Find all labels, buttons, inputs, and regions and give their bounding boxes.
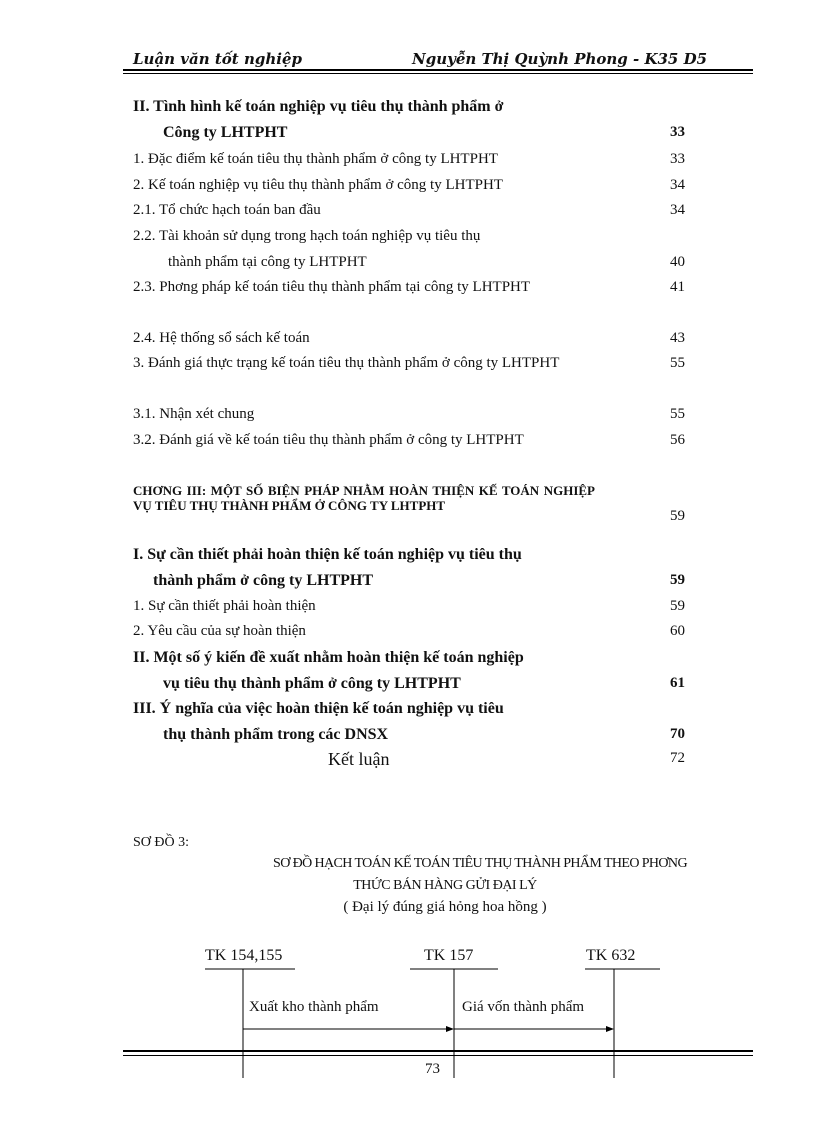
toc-entry: 2.3. Phơng pháp kế toán tiêu thụ thành phẩm tại công ty LHTPHT 41 <box>133 275 685 301</box>
toc-page: 40 <box>670 253 685 270</box>
header-left: Luận văn tốt nghiệp <box>133 50 302 68</box>
toc-page: 56 <box>670 432 685 448</box>
toc-page: 55 <box>670 406 685 422</box>
toc-entry: 2. Yêu cầu của sự hoàn thiện 60 <box>133 619 685 645</box>
toc-entry: 3. Đánh giá thực trạng kế toán tiêu thụ thành phẩm ở công ty LHTPHT 55 <box>133 351 685 377</box>
toc-entry: 3.2. Đánh giá về kế toán tiêu thụ thành phẩm ở công ty LHTPHT 56 <box>133 428 685 454</box>
toc-page: 33 <box>670 151 685 167</box>
footer-rule-thick <box>123 1050 753 1052</box>
footer-rule-thin <box>123 1055 753 1056</box>
toc-entry: 1. Sự cần thiết phải hoàn thiện 59 <box>133 594 685 620</box>
toc-page: 41 <box>670 279 685 295</box>
toc-page: 59 <box>670 508 685 524</box>
toc-entry: 2.2. Tài khoản sử dụng trong hạch toán nghiệp vụ tiêu thụ thành phẩm tại công ty LHTPHT 40 <box>133 224 685 275</box>
account-tk-632: TK 632 <box>586 947 636 964</box>
toc-page: 34 <box>670 177 685 193</box>
diagram-title-line1: SƠ ĐỒ HẠCH TOÁN KẾ TOÁN TIÊU THỤ THÀNH PHẨM THEO PHƠNG <box>273 856 687 871</box>
toc-page: 61 <box>670 674 685 691</box>
toc-page: 43 <box>670 330 685 346</box>
arrowhead-export <box>446 1026 454 1032</box>
account-tk-157: TK 157 <box>424 947 474 964</box>
toc-page: 34 <box>670 202 685 218</box>
toc-page: 55 <box>670 355 685 371</box>
toc-page: 59 <box>670 571 685 588</box>
toc-page: 72 <box>670 750 685 766</box>
diagram-subtitle: ( Đại lý đúng giá hỏng hoa hồng ) <box>343 899 547 915</box>
toc-entry: 2. Kế toán nghiệp vụ tiêu thụ thành phẩm ở công ty LHTPHT 34 <box>133 173 685 199</box>
page-number: 73 <box>425 1061 440 1077</box>
toc-entry: 1. Đặc điểm kế toán tiêu thụ thành phẩm ở công ty LHTPHT 33 <box>133 147 685 173</box>
toc-entry: 3.1. Nhận xét chung 55 <box>133 402 685 428</box>
flow-label-cost: Giá vốn thành phẩm <box>462 999 585 1015</box>
toc-entry: 2.4. Hệ thống sổ sách kế toán 43 <box>133 326 685 352</box>
toc-page: 60 <box>670 623 685 639</box>
toc-entry-chapter: CHƠNG III: MỘT SỐ BIỆN PHÁP NHẰM HOÀN THIỆN KẾ TOÁN NGHIỆP VỤ TIÊU THỤ THÀNH PHẨM Ở CÔNG TY LHTPHT 59 <box>133 484 685 513</box>
toc-entry: I. Sự cần thiết phải hoàn thiện kế toán nghiệp vụ tiêu thụ thành phẩm ở công ty LHTPHT 59 <box>133 542 685 593</box>
toc-page: 33 <box>670 123 685 140</box>
header-right: Nguyễn Thị Quỳnh Phong - K35 D5 <box>412 50 708 68</box>
diagram-label: SƠ ĐỒ 3: <box>133 835 190 850</box>
diagram-title-line2: THỨC BÁN HÀNG GỬI ĐẠI LÝ <box>353 878 537 893</box>
flow-label-export: Xuất kho thành phẩm <box>249 999 379 1015</box>
toc-entry: III. Ý nghĩa của việc hoàn thiện kế toán nghiệp vụ tiêu thụ thành phẩm trong các DNSX 70 <box>133 696 685 747</box>
toc-entry: II. Tình hình kế toán nghiệp vụ tiêu thụ thành phẩm ở Công ty LHTPHT 33 <box>133 94 685 145</box>
toc-entry: II. Một số ý kiến đề xuất nhằm hoàn thiện kế toán nghiệp vụ tiêu thụ thành phẩm ở công ty LHTPHT 61 <box>133 645 685 696</box>
toc-conclusion: Kết luận <box>328 749 390 769</box>
arrowhead-cost <box>606 1026 614 1032</box>
toc-page: 70 <box>670 725 685 742</box>
toc-page: 59 <box>670 598 685 614</box>
account-tk-154-155: TK 154,155 <box>205 947 283 964</box>
toc-entry: 2.1. Tổ chức hạch toán ban đầu 34 <box>133 198 685 224</box>
